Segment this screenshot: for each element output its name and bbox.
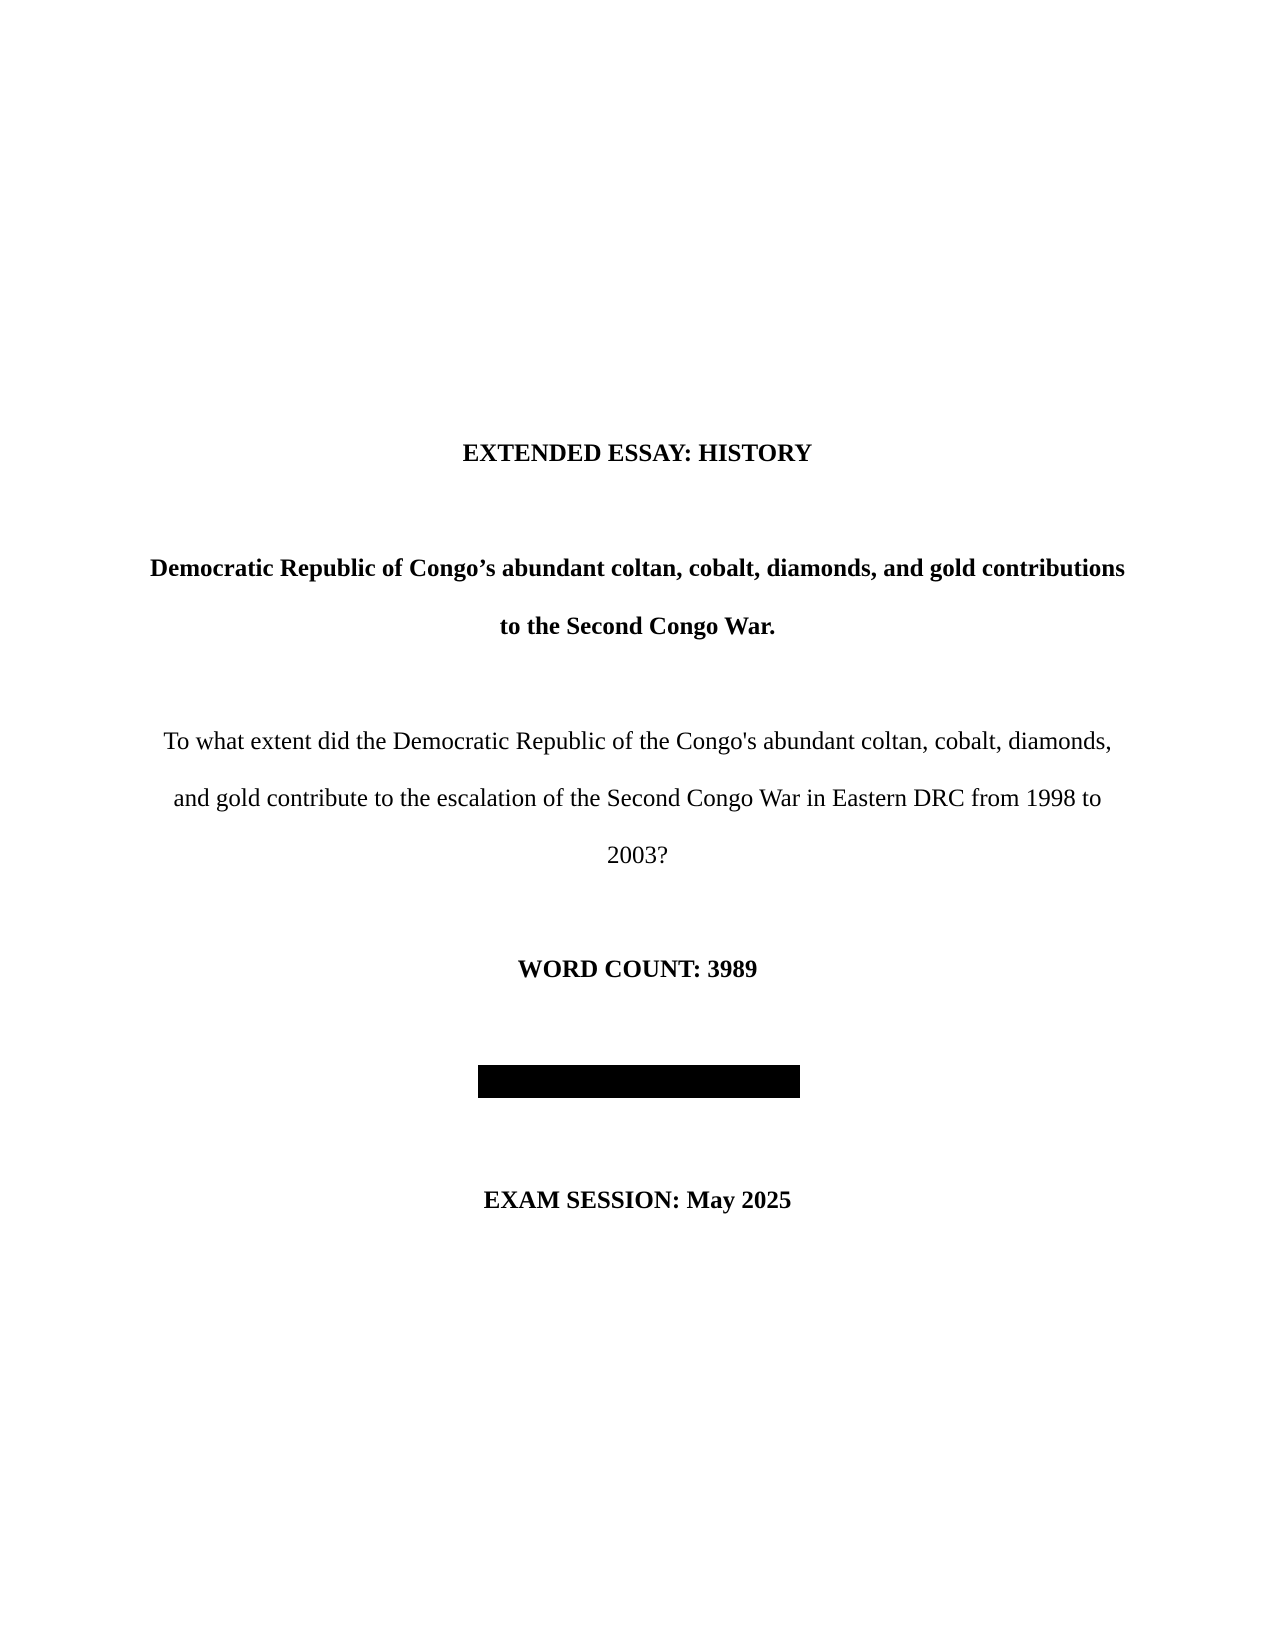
exam-session: EXAM SESSION: May 2025 [483, 1187, 792, 1214]
word-count: WORD COUNT: 3989 [517, 956, 758, 983]
research-question-line-2: and gold contribute to the escalation of the Second Congo War in Eastern DRC from 1998 to [173, 785, 1102, 812]
essay-title-line-1: Democratic Republic of Congo’s abundant coltan, cobalt, diamonds, and gold contributions [150, 555, 1125, 582]
research-question-line-3: 2003? [606, 842, 669, 869]
subject-heading: EXTENDED ESSAY: HISTORY [462, 440, 813, 467]
essay-title-line-2: to the Second Congo War. [499, 613, 776, 640]
redaction-bar [478, 1065, 800, 1098]
research-question-line-1: To what extent did the Democratic Republic of the Congo's abundant coltan, cobalt, diamonds, [163, 728, 1112, 755]
